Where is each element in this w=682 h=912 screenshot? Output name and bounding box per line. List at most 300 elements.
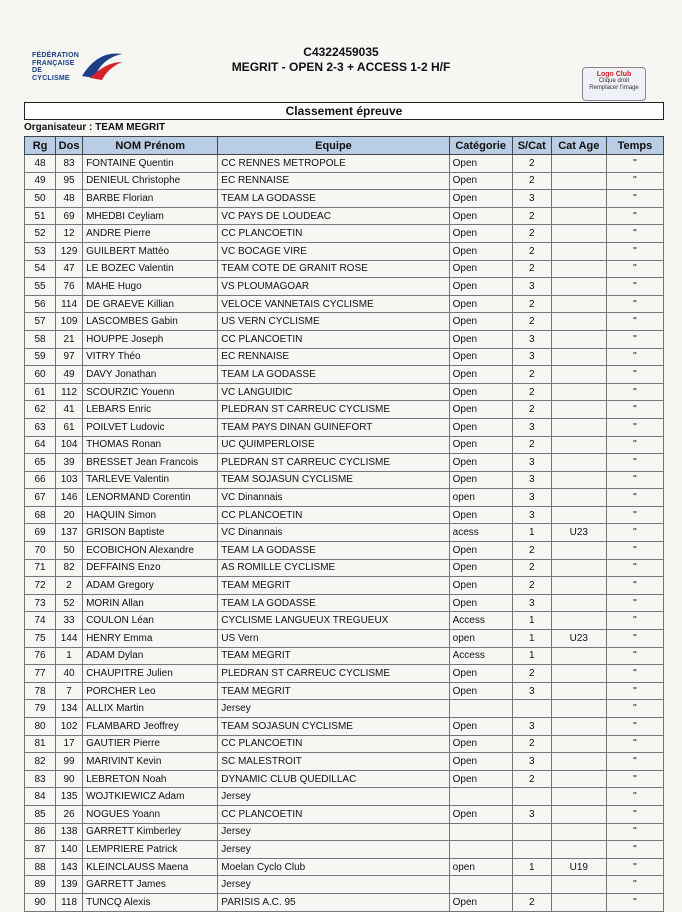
cell-team: TEAM COTE DE GRANIT ROSE <box>218 260 449 278</box>
cell-category: Open <box>449 594 512 612</box>
cell-team: TEAM LA GODASSE <box>218 542 449 560</box>
cell-rank: 78 <box>25 682 56 700</box>
cell-team: TEAM SOJASUN CYCLISME <box>218 718 449 736</box>
cell-time: " <box>606 383 663 401</box>
cell-team: CYCLISME LANGUEUX TREGUEUX <box>218 612 449 630</box>
cell-time: " <box>606 594 663 612</box>
cell-rank: 53 <box>25 242 56 260</box>
column-header-bib: Dos <box>56 137 83 155</box>
cell-category: Open <box>449 155 512 173</box>
cell-time: " <box>606 524 663 542</box>
cell-subcategory: 1 <box>512 612 551 630</box>
cell-time: " <box>606 278 663 296</box>
cell-age-category <box>551 489 606 507</box>
table-row <box>25 700 664 718</box>
cell-name: COULON Léan <box>83 612 218 630</box>
column-header-rank: Rg <box>25 137 56 155</box>
cell-name: DEFFAINS Enzo <box>83 559 218 577</box>
cell-team: EC RENNAISE <box>218 172 449 190</box>
cell-subcategory: 2 <box>512 542 551 560</box>
cell-rank: 80 <box>25 718 56 736</box>
cell-name: LENORMAND Corentin <box>83 489 218 507</box>
cell-subcategory: 3 <box>512 278 551 296</box>
cell-team: Moelan Cyclo Club <box>218 858 449 876</box>
cell-team: Jersey <box>218 700 449 718</box>
cell-subcategory: 2 <box>512 313 551 331</box>
table-row <box>25 190 664 208</box>
cell-subcategory <box>512 841 551 859</box>
cell-category: Open <box>449 190 512 208</box>
cell-time: " <box>606 612 663 630</box>
cell-name: BRESSET Jean Francois <box>83 454 218 472</box>
cell-time: " <box>606 260 663 278</box>
cell-name: ADAM Dylan <box>83 647 218 665</box>
column-header-age-category: Cat Age <box>551 137 606 155</box>
cell-name: WOJTKIEWICZ Adam <box>83 788 218 806</box>
cell-age-category <box>551 788 606 806</box>
logo-club-hint: Clique droit <box>598 78 630 84</box>
table-row <box>25 506 664 524</box>
cell-rank: 71 <box>25 559 56 577</box>
cell-category: Open <box>449 506 512 524</box>
cell-category: Access <box>449 647 512 665</box>
cell-age-category <box>551 155 606 173</box>
cell-rank: 52 <box>25 225 56 243</box>
cell-rank: 61 <box>25 383 56 401</box>
cell-team: VC BOCAGE VIRE <box>218 242 449 260</box>
cell-rank: 60 <box>25 366 56 384</box>
cell-age-category <box>551 348 606 366</box>
table-row <box>25 207 664 225</box>
cell-subcategory: 2 <box>512 436 551 454</box>
table-row <box>25 841 664 859</box>
cell-name: KLEINCLAUSS Maena <box>83 858 218 876</box>
cell-subcategory: 3 <box>512 805 551 823</box>
cell-age-category: U19 <box>551 858 606 876</box>
cell-category: Open <box>449 207 512 225</box>
table-row <box>25 594 664 612</box>
cell-subcategory: 3 <box>512 418 551 436</box>
cell-bib: 48 <box>56 190 83 208</box>
federation-logo-text: FÉDÉRATION FRANÇAISE DE CYCLISME <box>32 52 79 82</box>
cell-age-category <box>551 893 606 911</box>
cell-name: HAQUIN Simon <box>83 506 218 524</box>
cell-rank: 72 <box>25 577 56 595</box>
cell-rank: 86 <box>25 823 56 841</box>
column-header-subcategory: S/Cat <box>512 137 551 155</box>
cell-bib: 137 <box>56 524 83 542</box>
cell-name: GUILBERT Mattéo <box>83 242 218 260</box>
cell-bib: 118 <box>56 893 83 911</box>
cell-time: " <box>606 735 663 753</box>
cell-age-category <box>551 876 606 894</box>
cell-time: " <box>606 207 663 225</box>
cell-bib: 95 <box>56 172 83 190</box>
cell-team: TEAM PAYS DINAN GUINEFORT <box>218 418 449 436</box>
table-row <box>25 735 664 753</box>
cell-subcategory: 1 <box>512 647 551 665</box>
cell-team: CC PLANCOETIN <box>218 805 449 823</box>
cell-category: Open <box>449 805 512 823</box>
column-header-name: NOM Prénom <box>83 137 218 155</box>
table-row <box>25 471 664 489</box>
cell-category: Open <box>449 278 512 296</box>
cell-team: VS PLOUMAGOAR <box>218 278 449 296</box>
cell-name: GARRETT Kimberley <box>83 823 218 841</box>
cell-subcategory: 3 <box>512 753 551 771</box>
cell-age-category <box>551 594 606 612</box>
cell-category: Open <box>449 172 512 190</box>
cell-time: " <box>606 155 663 173</box>
cell-team: Jersey <box>218 823 449 841</box>
cell-name: MARIVINT Kevin <box>83 753 218 771</box>
section-title: Classement épreuve <box>24 102 664 120</box>
cell-bib: 144 <box>56 630 83 648</box>
cell-bib: 76 <box>56 278 83 296</box>
cell-bib: 82 <box>56 559 83 577</box>
cell-bib: 90 <box>56 770 83 788</box>
cell-age-category <box>551 770 606 788</box>
cell-subcategory: 3 <box>512 718 551 736</box>
cell-subcategory: 2 <box>512 401 551 419</box>
cell-time: " <box>606 348 663 366</box>
cell-name: BARBE Florian <box>83 190 218 208</box>
cell-age-category <box>551 612 606 630</box>
cell-age-category: U23 <box>551 524 606 542</box>
cell-bib: 146 <box>56 489 83 507</box>
cell-time: " <box>606 330 663 348</box>
cell-time: " <box>606 471 663 489</box>
cell-time: " <box>606 242 663 260</box>
cell-bib: 135 <box>56 788 83 806</box>
cell-bib: 114 <box>56 295 83 313</box>
cell-subcategory: 2 <box>512 735 551 753</box>
cell-bib: 49 <box>56 366 83 384</box>
cell-age-category <box>551 383 606 401</box>
table-row <box>25 718 664 736</box>
cell-time: " <box>606 542 663 560</box>
cell-subcategory: 2 <box>512 225 551 243</box>
cell-bib: 26 <box>56 805 83 823</box>
cell-team: PLEDRAN ST CARREUC CYCLISME <box>218 401 449 419</box>
cell-rank: 64 <box>25 436 56 454</box>
cell-time: " <box>606 753 663 771</box>
cell-category: Open <box>449 242 512 260</box>
cell-rank: 85 <box>25 805 56 823</box>
cell-category: open <box>449 630 512 648</box>
cell-age-category <box>551 207 606 225</box>
cell-bib: 50 <box>56 542 83 560</box>
cell-bib: 99 <box>56 753 83 771</box>
cell-name: FONTAINE Quentin <box>83 155 218 173</box>
cell-bib: 12 <box>56 225 83 243</box>
cell-subcategory: 2 <box>512 260 551 278</box>
table-row <box>25 524 664 542</box>
cell-age-category <box>551 682 606 700</box>
cell-time: " <box>606 366 663 384</box>
table-row <box>25 225 664 243</box>
cell-name: HENRY Emma <box>83 630 218 648</box>
cell-category: Open <box>449 682 512 700</box>
cell-time: " <box>606 718 663 736</box>
cell-name: GRISON Baptiste <box>83 524 218 542</box>
cell-category: Open <box>449 753 512 771</box>
table-row <box>25 647 664 665</box>
cell-rank: 58 <box>25 330 56 348</box>
cell-rank: 67 <box>25 489 56 507</box>
cell-bib: 138 <box>56 823 83 841</box>
cell-category: Open <box>449 436 512 454</box>
cell-name: PORCHER Leo <box>83 682 218 700</box>
cell-subcategory <box>512 700 551 718</box>
cell-subcategory: 3 <box>512 471 551 489</box>
cell-age-category <box>551 542 606 560</box>
cell-category <box>449 876 512 894</box>
cell-team: Jersey <box>218 876 449 894</box>
cell-category <box>449 700 512 718</box>
cell-name: GARRETT James <box>83 876 218 894</box>
cell-age-category <box>551 665 606 683</box>
cell-team: VC LANGUIDIC <box>218 383 449 401</box>
cell-name: LE BOZEC Valentin <box>83 260 218 278</box>
cell-name: DENIEUL Christophe <box>83 172 218 190</box>
cell-time: " <box>606 805 663 823</box>
cell-name: TUNCQ Alexis <box>83 893 218 911</box>
cell-rank: 56 <box>25 295 56 313</box>
cell-age-category <box>551 454 606 472</box>
cell-bib: 140 <box>56 841 83 859</box>
cell-team: VC Dinannais <box>218 489 449 507</box>
cell-team: TEAM LA GODASSE <box>218 190 449 208</box>
cell-name: VITRY Théo <box>83 348 218 366</box>
cell-bib: 2 <box>56 577 83 595</box>
table-row <box>25 418 664 436</box>
table-row <box>25 348 664 366</box>
cell-age-category: U23 <box>551 630 606 648</box>
cell-subcategory <box>512 876 551 894</box>
table-row <box>25 858 664 876</box>
cell-name: SCOURZIC Youenn <box>83 383 218 401</box>
cell-rank: 75 <box>25 630 56 648</box>
cell-subcategory: 3 <box>512 454 551 472</box>
table-row <box>25 753 664 771</box>
cell-bib: 41 <box>56 401 83 419</box>
cell-age-category <box>551 823 606 841</box>
cell-team: TEAM MEGRIT <box>218 647 449 665</box>
cell-category: Open <box>449 383 512 401</box>
cell-subcategory: 3 <box>512 489 551 507</box>
table-row <box>25 788 664 806</box>
cell-subcategory: 2 <box>512 172 551 190</box>
cell-name: LEBARS Enric <box>83 401 218 419</box>
cell-time: " <box>606 225 663 243</box>
cell-name: MAHE Hugo <box>83 278 218 296</box>
cell-age-category <box>551 295 606 313</box>
cell-name: LEMPRIERE Patrick <box>83 841 218 859</box>
cell-time: " <box>606 454 663 472</box>
column-header-time: Temps <box>606 137 663 155</box>
cell-bib: 17 <box>56 735 83 753</box>
cell-category: Open <box>449 735 512 753</box>
cell-rank: 87 <box>25 841 56 859</box>
cell-subcategory: 3 <box>512 190 551 208</box>
cell-team: TEAM LA GODASSE <box>218 366 449 384</box>
cell-name: GAUTIER Pierre <box>83 735 218 753</box>
cell-category: Open <box>449 295 512 313</box>
race-title: MEGRIT - OPEN 2-3 + ACCESS 1-2 H/F <box>231 60 451 74</box>
cell-rank: 54 <box>25 260 56 278</box>
cell-bib: 61 <box>56 418 83 436</box>
logo-club-title: Logo Club <box>596 71 632 78</box>
cell-age-category <box>551 242 606 260</box>
cell-category: Open <box>449 542 512 560</box>
cell-subcategory: 2 <box>512 383 551 401</box>
cell-rank: 63 <box>25 418 56 436</box>
cell-bib: 39 <box>56 454 83 472</box>
table-row <box>25 823 664 841</box>
cell-age-category <box>551 418 606 436</box>
cell-category: open <box>449 858 512 876</box>
cell-name: FLAMBARD Jeoffrey <box>83 718 218 736</box>
table-row <box>25 366 664 384</box>
cell-time: " <box>606 788 663 806</box>
cell-team: CC RENNES METROPOLE <box>218 155 449 173</box>
table-row <box>25 559 664 577</box>
cell-category: Open <box>449 260 512 278</box>
table-row <box>25 612 664 630</box>
cell-team: PLEDRAN ST CARREUC CYCLISME <box>218 665 449 683</box>
cell-age-category <box>551 330 606 348</box>
cell-rank: 74 <box>25 612 56 630</box>
cell-name: ANDRE Pierre <box>83 225 218 243</box>
cell-team: VC PAYS DE LOUDEAC <box>218 207 449 225</box>
cell-team: TEAM SOJASUN CYCLISME <box>218 471 449 489</box>
cell-team: CC PLANCOETIN <box>218 735 449 753</box>
table-row <box>25 805 664 823</box>
cell-team: PLEDRAN ST CARREUC CYCLISME <box>218 454 449 472</box>
cell-name: CHAUPITRE Julien <box>83 665 218 683</box>
cell-rank: 76 <box>25 647 56 665</box>
cell-time: " <box>606 172 663 190</box>
cell-age-category <box>551 753 606 771</box>
cell-subcategory: 2 <box>512 893 551 911</box>
cell-bib: 52 <box>56 594 83 612</box>
cell-rank: 83 <box>25 770 56 788</box>
table-row <box>25 313 664 331</box>
cell-rank: 89 <box>25 876 56 894</box>
cell-category: Open <box>449 366 512 384</box>
cell-time: " <box>606 577 663 595</box>
cell-category: Open <box>449 559 512 577</box>
cell-bib: 69 <box>56 207 83 225</box>
cell-subcategory: 2 <box>512 295 551 313</box>
cell-category: Open <box>449 454 512 472</box>
table-row <box>25 454 664 472</box>
logo-club-hint: Remplacer l'image <box>589 85 639 91</box>
cell-category: Open <box>449 330 512 348</box>
cell-subcategory: 3 <box>512 506 551 524</box>
cell-age-category <box>551 278 606 296</box>
cell-rank: 55 <box>25 278 56 296</box>
cell-rank: 57 <box>25 313 56 331</box>
table-row <box>25 876 664 894</box>
cell-category: open <box>449 489 512 507</box>
cell-subcategory: 1 <box>512 630 551 648</box>
cell-age-category <box>551 401 606 419</box>
cell-time: " <box>606 401 663 419</box>
cell-time: " <box>606 418 663 436</box>
cell-time: " <box>606 489 663 507</box>
cell-bib: 83 <box>56 155 83 173</box>
cell-bib: 40 <box>56 665 83 683</box>
cell-category: Open <box>449 348 512 366</box>
cell-subcategory: 1 <box>512 858 551 876</box>
cell-rank: 50 <box>25 190 56 208</box>
cell-age-category <box>551 735 606 753</box>
cell-name: ALLIX Martin <box>83 700 218 718</box>
cell-bib: 109 <box>56 313 83 331</box>
cell-bib: 139 <box>56 876 83 894</box>
cell-category: Open <box>449 770 512 788</box>
cell-rank: 84 <box>25 788 56 806</box>
cell-subcategory <box>512 823 551 841</box>
cell-team: US Vern <box>218 630 449 648</box>
cell-category: Open <box>449 313 512 331</box>
organiser-label: Organisateur : TEAM MEGRIT <box>24 122 166 133</box>
column-header-category: Catégorie <box>449 137 512 155</box>
cell-age-category <box>551 805 606 823</box>
cell-age-category <box>551 225 606 243</box>
cell-name: NOGUES Yoann <box>83 805 218 823</box>
cell-team: UC QUIMPERLOISE <box>218 436 449 454</box>
table-row <box>25 542 664 560</box>
cell-age-category <box>551 190 606 208</box>
cell-category: Open <box>449 401 512 419</box>
cell-rank: 77 <box>25 665 56 683</box>
table-row <box>25 330 664 348</box>
cell-category: Open <box>449 577 512 595</box>
cell-subcategory: 2 <box>512 207 551 225</box>
cell-rank: 73 <box>25 594 56 612</box>
cell-bib: 104 <box>56 436 83 454</box>
cell-age-category <box>551 577 606 595</box>
table-row <box>25 682 664 700</box>
cell-time: " <box>606 682 663 700</box>
cell-team: VC Dinannais <box>218 524 449 542</box>
cell-subcategory: 2 <box>512 155 551 173</box>
cell-subcategory: 1 <box>512 524 551 542</box>
cell-name: MHEDBI Ceyliam <box>83 207 218 225</box>
cell-team: AS ROMILLE CYCLISME <box>218 559 449 577</box>
cell-category: Open <box>449 225 512 243</box>
cell-name: MORIN Allan <box>83 594 218 612</box>
cell-name: ECOBICHON Alexandre <box>83 542 218 560</box>
cell-rank: 66 <box>25 471 56 489</box>
cell-bib: 103 <box>56 471 83 489</box>
cell-category: acess <box>449 524 512 542</box>
logo-club-placeholder <box>582 67 646 101</box>
cell-bib: 20 <box>56 506 83 524</box>
cell-name: POILVET Ludovic <box>83 418 218 436</box>
cell-rank: 48 <box>25 155 56 173</box>
cell-rank: 81 <box>25 735 56 753</box>
cell-category: Access <box>449 612 512 630</box>
cell-bib: 47 <box>56 260 83 278</box>
cell-category <box>449 823 512 841</box>
cell-subcategory: 2 <box>512 559 551 577</box>
cell-bib: 21 <box>56 330 83 348</box>
cell-bib: 1 <box>56 647 83 665</box>
